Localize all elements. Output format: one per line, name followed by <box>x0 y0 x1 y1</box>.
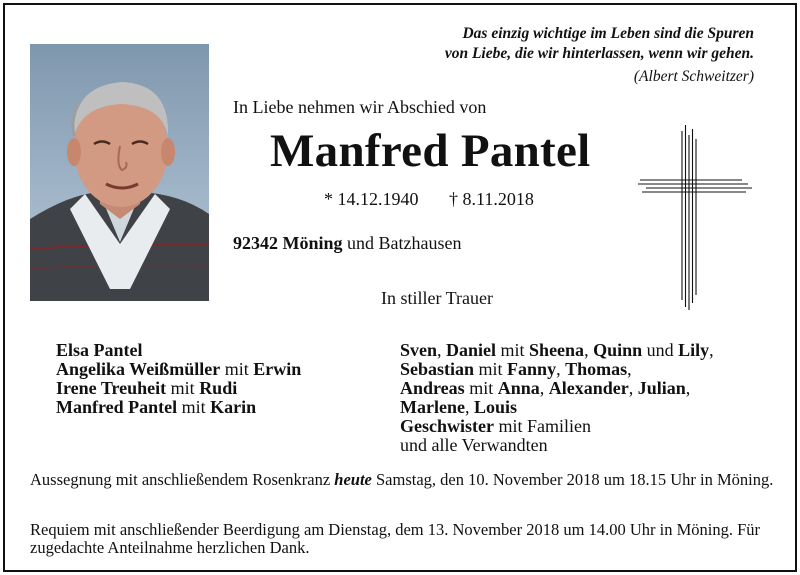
family-member: Thomas <box>565 359 628 379</box>
family-connector: mit <box>474 359 508 379</box>
family-member: Elsa Pantel <box>56 340 143 360</box>
family-connector: und <box>642 340 679 360</box>
family-member: Sven <box>400 340 438 360</box>
family-member: Marlene <box>400 397 465 417</box>
family-right-row <box>400 379 714 398</box>
service-text-part: Samstag, den 10. November 2018 um 18.15 Uhr in Möning. <box>371 470 774 489</box>
service-rosary-text <box>30 471 775 489</box>
family-left-row <box>56 360 301 379</box>
birth-date: * 14.12.1940 <box>324 189 419 209</box>
family-member: Andreas <box>400 378 465 398</box>
family-member: Angelika Weißmüller <box>56 359 221 379</box>
location-line <box>233 233 461 254</box>
quote-block <box>445 24 754 87</box>
quote-author: (Albert Schweitzer) <box>633 68 754 85</box>
family-right-row <box>400 398 714 417</box>
family-right-row: und alle Verwandten <box>400 435 548 455</box>
family-member: Rudi <box>199 378 238 398</box>
family-member: Manfred Pantel <box>56 397 178 417</box>
family-member: Sheena <box>529 340 585 360</box>
family-connector: , <box>556 359 566 379</box>
family-member: Erwin <box>253 359 302 379</box>
service-today-emphasis: heute <box>334 470 372 489</box>
quote-line-2: von Liebe, die wir hinterlassen, wenn wir gehen. <box>444 45 754 62</box>
family-right-row <box>400 341 714 360</box>
family-member: Julian <box>637 378 686 398</box>
family-member: Lily <box>678 340 710 360</box>
service-requiem-text: Requiem mit anschließender Beerdigung am Dienstag, dem 13. November 2018 um 14.00 Uhr in Möning. Für zugedachte Anteilnahme herzlichen Dank. <box>30 520 760 557</box>
family-right-row <box>400 417 714 436</box>
family-connector: mit Familien <box>493 416 591 436</box>
cross-icon <box>638 125 752 315</box>
service-text-part: Aussegnung mit anschließendem Rosenkranz <box>30 470 335 489</box>
cross-graphic <box>638 125 752 310</box>
family-member: Louis <box>473 397 517 417</box>
family-left-row <box>56 398 301 417</box>
family-member: Sebastian <box>400 359 475 379</box>
family-member: Alexander <box>548 378 629 398</box>
family-connector: mit <box>464 378 498 398</box>
family-connector: , <box>464 397 474 417</box>
family-connector: , <box>539 378 549 398</box>
family-connector: , <box>628 378 638 398</box>
portrait-illustration <box>30 44 209 301</box>
family-connector: , <box>685 378 691 398</box>
family-left-row <box>56 379 301 398</box>
family-left-list <box>56 341 301 417</box>
life-dates <box>324 189 534 210</box>
portrait-photo <box>30 44 209 301</box>
death-date: † 8.11.2018 <box>449 189 534 209</box>
intro-text: In Liebe nehmen wir Abschied von <box>233 97 487 117</box>
location-rest: und Batzhausen <box>342 233 462 253</box>
family-member: Fanny <box>507 359 557 379</box>
family-connector: , <box>584 340 594 360</box>
mourning-text: In stiller Trauer <box>381 288 493 308</box>
quote-line-1: Das einzig wichtige im Leben sind die Spuren <box>462 25 754 42</box>
family-connector: , <box>709 340 714 360</box>
family-member: Karin <box>210 397 257 417</box>
family-right-list <box>400 341 714 455</box>
location-town: 92342 Möning <box>233 233 343 253</box>
family-connector: , <box>627 359 632 379</box>
deceased-name: Manfred Pantel <box>270 125 591 177</box>
family-member: Daniel <box>446 340 497 360</box>
family-member: Quinn <box>593 340 643 360</box>
family-member: Anna <box>497 378 540 398</box>
family-connector: mit <box>177 397 211 417</box>
family-right-row <box>400 360 714 379</box>
family-connector: mit <box>496 340 530 360</box>
family-connector: mit <box>166 378 200 398</box>
family-member: Irene Treuheit <box>56 378 167 398</box>
family-member: Geschwister <box>400 416 494 436</box>
family-left-row <box>56 341 301 360</box>
family-connector: , <box>437 340 447 360</box>
family-connector: mit <box>220 359 254 379</box>
